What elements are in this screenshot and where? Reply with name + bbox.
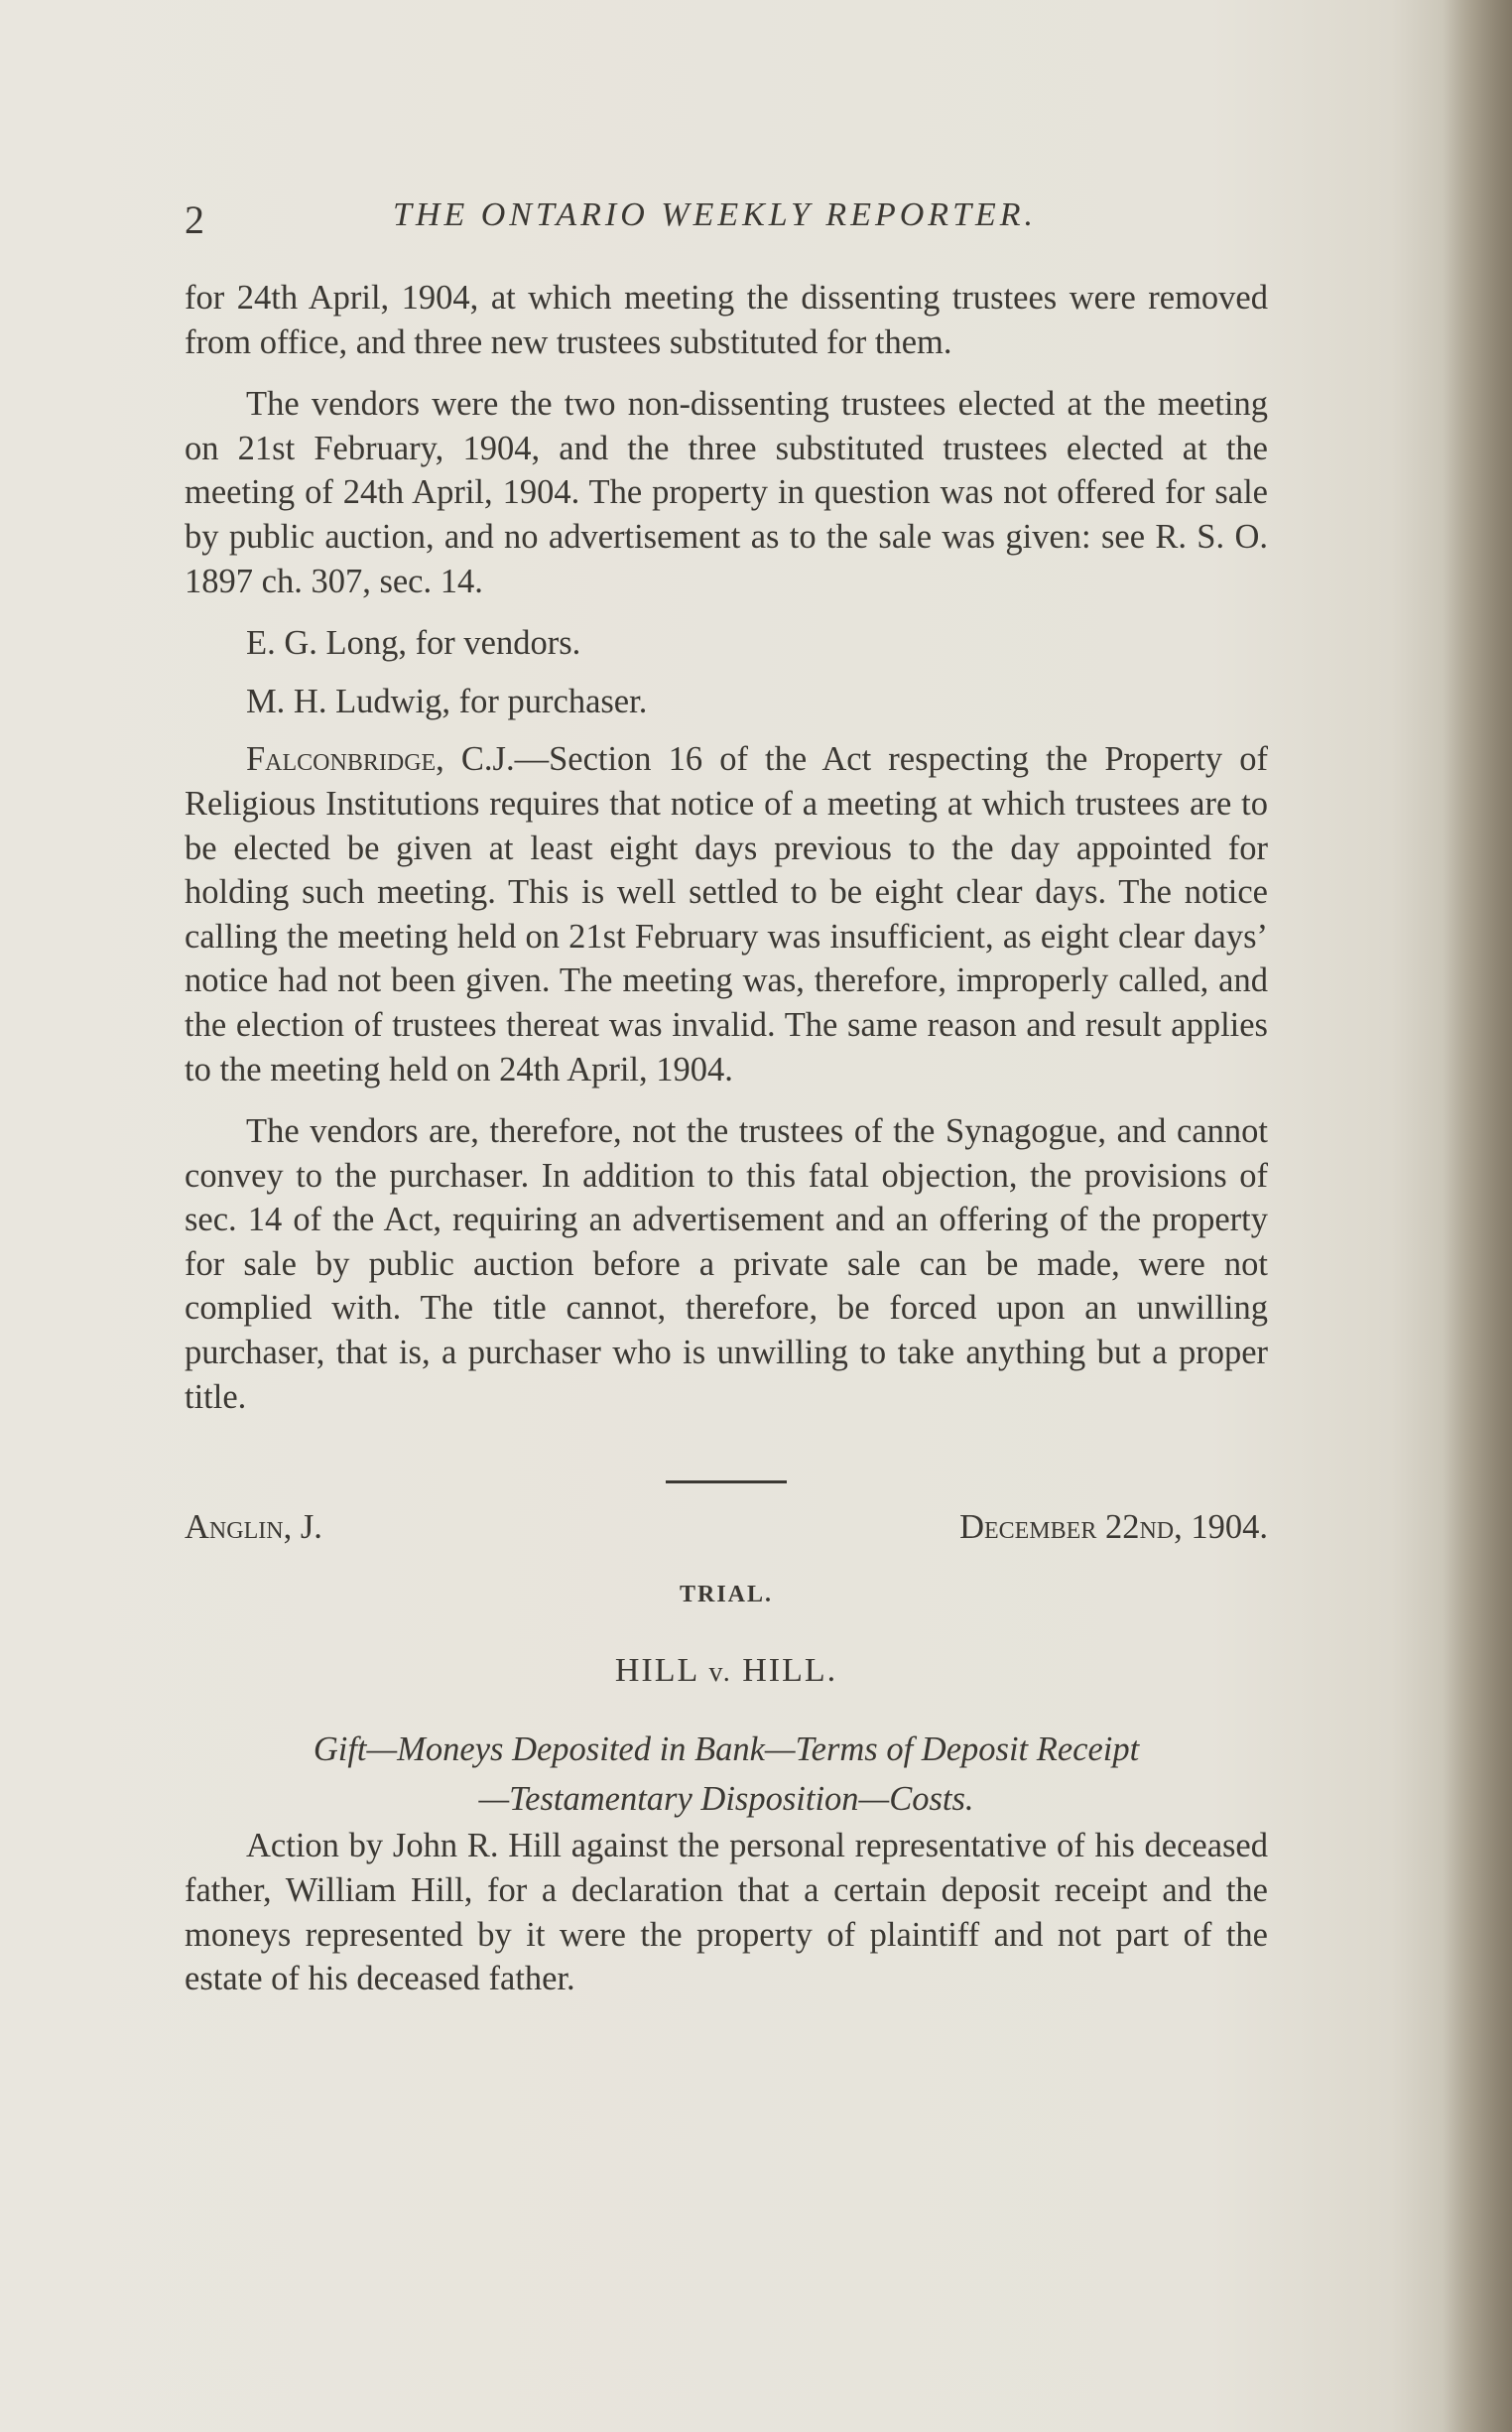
paragraph-facts: The vendors were the two non-dissenting trustees elected at the meeting on 21st February, 1904, and the three substituted trustees elected at the meeting of 24th April, 1904. The property in question was not offered for sale by public auction, and no advertisement as to the sale was given: see R. S. O. 1897 ch. 307, sec. 14. bbox=[185, 385, 1268, 600]
paragraph-continued: for 24th April, 1904, at which meeting the dissenting trustees were removed from office, and three new trustees substituted for them. bbox=[185, 279, 1268, 361]
page-number: 2 bbox=[185, 197, 204, 242]
headnote-line-1: Gift—Moneys Deposited in Bank—Terms of Deposit Receipt bbox=[313, 1730, 1140, 1769]
case-versus: v. bbox=[708, 1656, 732, 1688]
page-content bbox=[185, 276, 1268, 2019]
case-dateline bbox=[185, 1505, 1268, 1551]
judgment-paragraph bbox=[185, 737, 1268, 1091]
section-divider bbox=[666, 1480, 787, 1483]
running-title: THE ONTARIO WEEKLY REPORTER. bbox=[393, 196, 1038, 233]
court-label: TRIAL. bbox=[679, 1582, 774, 1608]
judgment-text: —Section 16 of the Act respecting the Property of Religious Institutions requires that notice of a meeting at which trustees are to be elected be given at least eight days previous to the day appointed for holding such meeting. This is well settled to be eight clear days. The notice calling the meeting held on 21st February was insufficient, as eight clear days’ notice had not been given. The meeting was, therefore, improperly called, and the election of trustees thereat was invalid. The same reason and result applies to the meeting held on 24th April, 1904. bbox=[185, 740, 1268, 1088]
judge-name: Falconbridge, C.J. bbox=[246, 740, 515, 779]
case-party-left: HILL bbox=[614, 1651, 699, 1689]
page-edge-shadow bbox=[1443, 0, 1512, 2432]
page-header bbox=[185, 196, 1276, 246]
case-headnote bbox=[185, 1725, 1268, 1824]
paragraph-conclusion: The vendors are, therefore, not the trustees of the Synagogue, and cannot convey to the purchaser. In addition to this fatal objection, the provisions of sec. 14 of the Act, requiring an advertisement and an offering of the property for sale by public auction before a private sale can be made, were not complied with. The title cannot, therefore, be forced upon an unwilling purchaser, that is, a purchaser who is unwilling to take anything but a proper title. bbox=[185, 1112, 1268, 1416]
counsel-purchaser: M. H. Ludwig, for purchaser. bbox=[246, 682, 648, 720]
case-title bbox=[185, 1649, 1268, 1696]
case-date: December 22nd, 1904. bbox=[959, 1508, 1268, 1547]
counsel-vendors: E. G. Long, for vendors. bbox=[246, 624, 581, 663]
case-judge: Anglin, J. bbox=[185, 1508, 322, 1547]
case-party-right: HILL. bbox=[742, 1651, 838, 1689]
headnote-line-2: —Testamentary Disposition—Costs. bbox=[478, 1780, 974, 1819]
action-paragraph: Action by John R. Hill against the personal representative of his deceased father, William Hill, for a declaration that a certain deposit receipt and the moneys represented by it were the property of plaintiff and not part of the estate of his deceased father. bbox=[185, 1827, 1268, 1998]
